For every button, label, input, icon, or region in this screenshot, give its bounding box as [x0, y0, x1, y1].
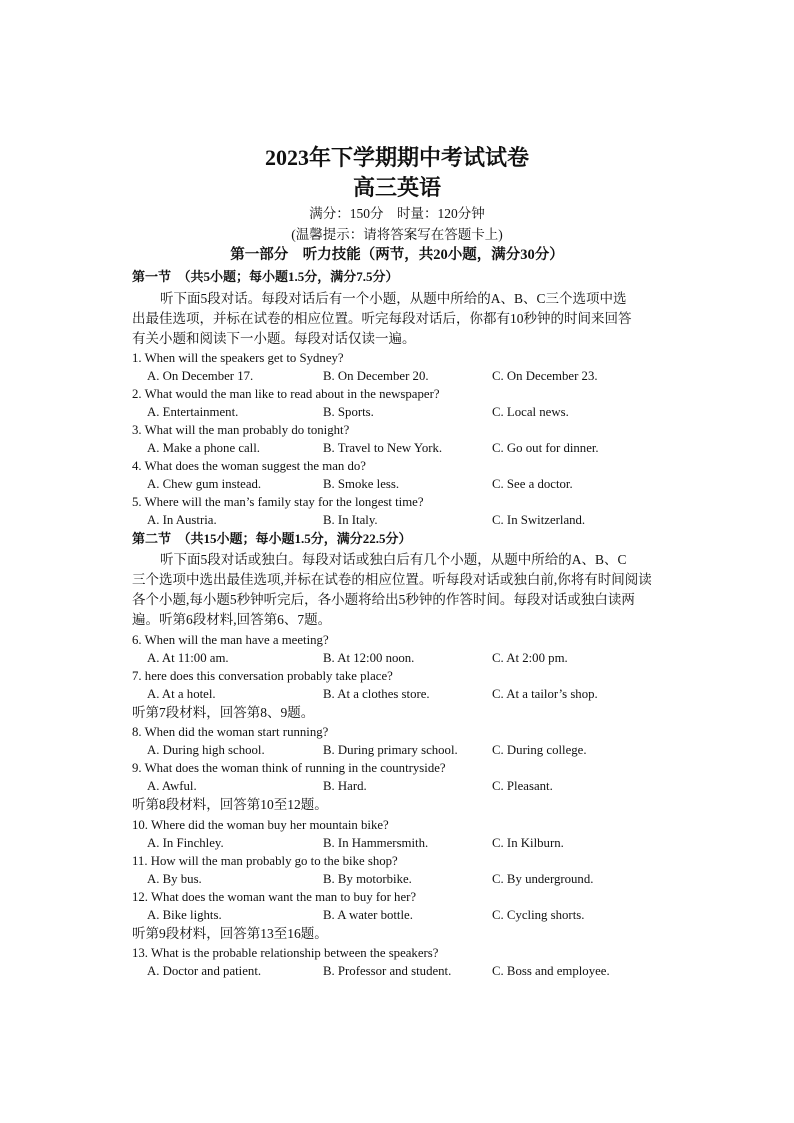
part-one-heading: 第一部分 听力技能（两节，共20小题，满分30分）	[230, 247, 564, 263]
option-b: B. Sports.	[323, 405, 374, 419]
option-b: B. A water bottle.	[323, 908, 413, 922]
option-a: A. Chew gum instead.	[147, 477, 262, 491]
question-stem: 6. When will the man have a meeting?	[132, 633, 329, 647]
section-two-heading: 第二节 （共15小题；每小题1.5分，满分22.5分）	[132, 531, 412, 546]
instruction-line: 出最佳选项，并标在试卷的相应位置。听完每段对话后，你都有10秒钟的时间来回答	[132, 311, 632, 326]
option-row	[147, 439, 647, 457]
option-row	[147, 741, 647, 759]
option-row	[147, 367, 647, 385]
question-stem: 13. What is the probable relationship between the speakers?	[132, 946, 439, 960]
option-a: A. Bike lights.	[147, 908, 222, 922]
option-b: B. Travel to New York.	[323, 441, 443, 455]
option-c: C. On December 23.	[492, 369, 598, 383]
option-b: B. Hard.	[323, 779, 367, 793]
option-row	[147, 649, 647, 667]
question-stem: 11. How will the man probably go to the bike shop?	[132, 854, 398, 868]
option-c: C. By underground.	[492, 872, 594, 886]
section-one-heading: 第一节 （共5小题；每小题1.5分，满分7.5分）	[132, 269, 399, 284]
option-c: C. Go out for dinner.	[492, 441, 599, 455]
option-b: B. During primary school.	[323, 743, 458, 757]
option-b: B. On December 20.	[323, 369, 429, 383]
option-a: A. Awful.	[147, 779, 197, 793]
option-b: B. In Italy.	[323, 513, 378, 527]
option-row	[147, 906, 647, 924]
option-row	[147, 962, 647, 980]
score-time-line: 满分：150分 时量：120分钟	[309, 206, 485, 221]
subject-title: 高三英语	[352, 175, 441, 200]
option-c: C. See a doctor.	[492, 477, 573, 491]
option-row	[147, 777, 647, 795]
option-c: C. Cycling shorts.	[492, 908, 585, 922]
instruction-line: 听下面5段对话或独白。每段对话或独白后有几个小题，从题中所给的A、B、C	[160, 552, 627, 567]
instruction-line: 有关小题和阅读下一小题。每段对话仅读一遍。	[132, 331, 416, 346]
instruction-line: 各个小题,每小题5秒钟听完后，各小题将给出5秒钟的作答时间。每段对话或独白读两	[132, 592, 635, 607]
option-a: A. By bus.	[147, 872, 202, 886]
option-b: B. Professor and student.	[323, 964, 452, 978]
option-a: A. On December 17.	[147, 369, 254, 383]
option-a: A. At a hotel.	[147, 687, 216, 701]
question-stem: 1. When will the speakers get to Sydney?	[132, 351, 344, 365]
question-stem: 4. What does the woman suggest the man do?	[132, 459, 366, 473]
option-a: A. Doctor and patient.	[147, 964, 262, 978]
question-stem: 3. What will the man probably do tonight?	[132, 423, 350, 437]
option-c: C. At 2:00 pm.	[492, 651, 568, 665]
option-row	[147, 403, 647, 421]
listening-note: 听第7段材料，回答第8、9题。	[132, 705, 315, 720]
option-a: A. At 11:00 am.	[147, 651, 229, 665]
question-stem: 8. When did the woman start running?	[132, 725, 329, 739]
option-a: A. In Finchley.	[147, 836, 224, 850]
question-stem: 10. Where did the woman buy her mountain bike?	[132, 818, 389, 832]
question-stem: 2. What would the man like to read about in the newspaper?	[132, 387, 440, 401]
section-two-instructions	[132, 550, 664, 630]
listening-note: 听第8段材料，回答第10至12题。	[132, 797, 328, 812]
option-c: C. At a tailor’s shop.	[492, 687, 598, 701]
option-c: C. Pleasant.	[492, 779, 553, 793]
section-one-instructions	[132, 289, 664, 349]
option-c: C. In Kilburn.	[492, 836, 564, 850]
option-c: C. Local news.	[492, 405, 569, 419]
instruction-line: 遍。听第6段材料,回答第6、7题。	[132, 612, 332, 627]
option-b: B. By motorbike.	[323, 872, 412, 886]
option-row	[147, 870, 647, 888]
option-a: A. During high school.	[147, 743, 265, 757]
answer-tip: (温馨提示：请将答案写在答题卡上)	[291, 227, 503, 242]
question-stem: 12. What does the woman want the man to buy for her?	[132, 890, 417, 904]
exam-title: 2023年下学期期中考试试卷	[264, 145, 529, 170]
option-row	[147, 834, 647, 852]
question-stem: 7. here does this conversation probably take place?	[132, 669, 393, 683]
option-b: B. At 12:00 noon.	[323, 651, 415, 665]
option-row	[147, 511, 647, 529]
option-b: B. At a clothes store.	[323, 687, 430, 701]
listening-note: 听第9段材料，回答第13至16题。	[132, 926, 328, 941]
question-stem: 9. What does the woman think of running in the countryside?	[132, 761, 446, 775]
option-b: B. Smoke less.	[323, 477, 400, 491]
instruction-line: 听下面5段对话。每段对话后有一个小题，从题中所给的A、B、C三个选项中选	[160, 291, 627, 306]
option-b: B. In Hammersmith.	[323, 836, 429, 850]
instruction-line: 三个选项中选出最佳选项,并标在试卷的相应位置。听每段对话或独白前,你将有时间阅读	[132, 572, 652, 587]
question-stem: 5. Where will the man’s family stay for the longest time?	[132, 495, 424, 509]
option-c: C. In Switzerland.	[492, 513, 586, 527]
option-row	[147, 685, 647, 703]
option-a: A. Entertainment.	[147, 405, 239, 419]
option-a: A. Make a phone call.	[147, 441, 260, 455]
option-c: C. During college.	[492, 743, 587, 757]
option-a: A. In Austria.	[147, 513, 217, 527]
option-row	[147, 475, 647, 493]
option-c: C. Boss and employee.	[492, 964, 610, 978]
